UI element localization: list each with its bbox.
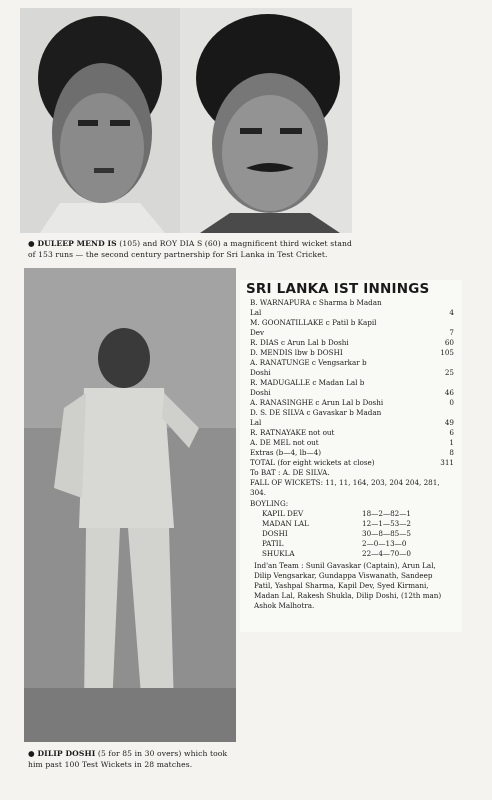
bowler-figures: 12—1—53—2 [362,519,411,528]
action-photo-image [24,268,236,742]
runs: 6 [449,428,454,437]
bowling-row [240,519,462,529]
to-bat-line: To BAT : A. DE SILVA. [250,468,330,477]
bowler-figures: 30—8—85—5 [362,529,411,538]
runs: 7 [449,328,454,337]
photo-duleep-mendis [20,8,180,233]
portrait-image [20,8,180,233]
batting-row [240,398,462,408]
runs: 49 [444,418,454,427]
bowler-figures: 22—4—70—0 [362,549,411,558]
bowler-figures: 2—0—13—0 [362,539,407,548]
scorecard-clipping [240,280,462,632]
batting-row [240,438,462,448]
batsman-entry: A. DE MEL not out [250,438,319,447]
batsman-entry: R. DIAS c Arun Lal b Doshi [250,338,349,347]
batsman-entry: B. WARNAPURA c Sharma b Madan Lal [250,298,382,317]
runs: 60 [444,338,454,347]
batting-row [240,428,462,438]
runs: 25 [444,368,454,377]
batsman-entry: R. MADUGALLE c Madan Lal b Doshi [250,378,365,397]
total-runs: 311 [440,458,454,467]
bowler-name: MADAN LAL [262,519,309,528]
caption-bottom-text: (5 for 85 in 30 overs) which took him past 100 Test Wickets in 28 matches. [28,749,228,769]
batting-row [240,318,462,338]
caption-top-text: (105) and ROY DIA S (60) a magnificent third wicket stand of 153 runs — the second century partnership for Sri Lanka in Test Cricket. [28,239,352,259]
fall-of-wickets-line: FALL OF WICKETS: 11, 11, 164, 203, 204 204, 281, 304. [250,478,440,497]
caption-top-bold: DULEEP MEND IS [37,239,117,248]
bowling-row [240,529,462,539]
scorecard-title: SRI LANKA IST INNINGS [246,281,430,297]
bowler-name: SHUKLA [262,549,295,558]
batsman-entry: D. S. DE SILVA c Gavaskar b Madan Lal [250,408,382,427]
caption-bottom-bold: DILIP DOSHI [37,749,96,758]
photo-roy-dias [180,8,352,233]
runs: 4 [449,308,454,317]
batting-row [240,298,462,318]
photo-caption-bottom: ● DILIP DOSHI (5 for 85 in 30 overs) which took him past 100 Test Wickets in 28 matches. [28,749,228,769]
bowling-heading: BOYLING: [250,499,289,508]
runs: 46 [444,388,454,397]
bowler-name: PATIL [262,539,284,548]
bowler-figures: 18—2—82—1 [362,509,411,518]
bowling-row [240,549,462,559]
runs: 8 [449,448,454,457]
bowler-name: KAPIL DEV [262,509,304,518]
batting-row [240,408,462,428]
photo-caption-top: ● DULEEP MEND IS (105) and ROY DIA S (60) a magnificent third wicket stand of 153 runs — the second century partnership for Sri Lanka in Test Cricket. [28,239,352,259]
batsman-entry: A. RANASINGHE c Arun Lal b Doshi [250,398,384,407]
batsman-entry: D. MENDIS lbw b DOSHI [250,348,343,357]
photo-dilip-doshi [24,268,236,742]
bowling-row [240,509,462,519]
extras-row [240,448,462,458]
indian-team-note: Ind'an Team : Sunil Gavaskar (Captain), Arun Lal, Dilip Vengsarkar, Gundappa Viswanath, Sandeep Patil, Yashpal Sharma, Kapil Dev, Syed Kirmani, Madan Lal, Rakesh Shukla, Dilip Doshi, (12th man) Ashok Malhotra. [254,561,442,610]
bowler-name: DOSHI [262,529,288,538]
bowling-row [240,539,462,549]
batting-row [240,378,462,398]
runs: 1 [449,438,454,447]
runs: 105 [440,348,454,357]
total-row [240,458,462,468]
batting-row [240,358,462,378]
runs: 0 [449,398,454,407]
batsman-entry: R. RATNAYAKE not out [250,428,335,437]
batsman-entry: A. RANATUNGE c Vengsarkar b Doshi [250,358,367,377]
batting-row [240,348,462,358]
batting-row [240,338,462,348]
batsman-entry: M. GOONATILLAKE c Patil b Kapil Dev [250,318,377,337]
extras-label: Extras (b—4, lb—4) [250,448,322,457]
portrait-image [180,8,352,233]
total-label: TOTAL (for eight wickets at close) [250,458,375,467]
